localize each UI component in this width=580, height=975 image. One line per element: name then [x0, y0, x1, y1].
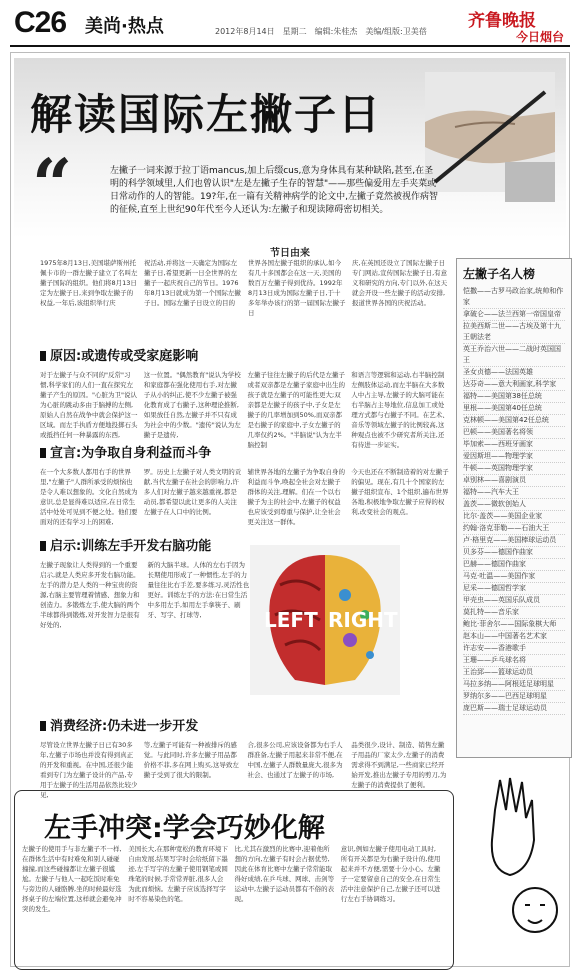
- sidebar-item: 福特——美国第38任总统: [463, 391, 565, 403]
- article-col: 左撇子现象让人类得到的一个重要启示,就是人类应多开发右脑功能。左手的潜力是人类的一种宝贵的资源,右脑主要管理着情感、想象力和创造力。多锻炼左手,使大脑的两个半球都得到锻炼,对开发智力是很有好处的,: [40, 561, 140, 629]
- sidebar-item: 甲壳虫——英国乐队成员: [463, 595, 565, 607]
- sidebar-item: 贝多芬——德国作曲家: [463, 547, 565, 559]
- left-right-brain-illustration: [250, 545, 400, 695]
- article-col: 合,很多公司,应该设备都为右手人群准备,左撇子用起来非常不便,在中国,左撇子人群数量庞大,很多为社会、也通过了左撇子的市场,: [247, 741, 343, 779]
- origin-col: 世界各国左撇子组织的承认,如今有几十多国都会在这一天,美国的数百万左撇子得到优待。1992年8月13日成为国际左撇子日,于十多年举办该行的第一届国际左撇子日: [248, 259, 346, 317]
- newspaper-logo: 齐鲁晚报: [468, 11, 536, 31]
- article-col: 比,尤其在激烈的比赛中,迎着他所想的方向,左撇子有时会占据优势,因此在体育比赛中左撇子常常能取得好成绩,在乒乓球、网球、击剑等运动中,左撇子运动员都有不俗的表现。: [234, 845, 335, 903]
- sidebar-item: 盖茨——微软创始人: [463, 499, 565, 511]
- sidebar-item: 庞巴斯——瑞士足球运动员: [463, 703, 565, 715]
- quote-mark: “: [32, 143, 73, 226]
- sidebar-title: 左撇子名人榜: [463, 267, 536, 281]
- conflict-heading: 左手冲突:学会巧妙化解: [44, 813, 325, 844]
- sidebar-item: 里根——美国第40任总统: [463, 403, 565, 415]
- section-consumption: [40, 715, 450, 799]
- article-col: 和语言等逻辑和运动,右半脑控制左侧肢体运动,而左半脑在大多数人中占主导,左撇子的大脑可能在右半脑占主导地位,信息加工或处理方式都与右撇子不同。在艺术、音乐等领域左撇子的比例较高,这种观点也被不少研究者所关注,还有待进一步证实。: [351, 371, 449, 449]
- article-col: 尽管设立世界左撇子日已有30多年,左撇子市场也并没有得到真正的开发和重视。在中国,还很少能看到专门为左撇子设计的产品,专用于左撇子的生活用品依然比较少见,: [40, 741, 138, 799]
- origin-col: 1975年8月13日,美国堪萨斯州托佩卡市的一群左撇子建立了名叫左撇子国际的组织。他们将8月13日定为左撇子日,来到争取左撇子的权益,一年后,该组织举行庆: [40, 259, 138, 307]
- sidebar-item: 圣女贞德——法国英雄: [463, 367, 565, 379]
- page-number: C26: [14, 6, 67, 39]
- sidebar-item: 毕加索——西班牙画家: [463, 439, 565, 451]
- sidebar-item: 许志安——香港歌手: [463, 643, 565, 655]
- sidebar-item: 爱因斯坦——物理学家: [463, 451, 565, 463]
- sidebar-item: 巴顿——美国著名将领: [463, 427, 565, 439]
- section-inspiration: [40, 535, 250, 680]
- sidebar-item: 巴赫——德国作曲家: [463, 559, 565, 571]
- sidebar-item: 罗纳尔多——巴西足球明星: [463, 691, 565, 703]
- origin-heading: 节日由来: [270, 248, 310, 259]
- article-col: 品类很少,设计、制造、销售左撇子用品的厂家太少,左撇子的消费需求得不到满足,一些商家已经开始开发,推出左撇子专用的剪刀,为左撇子的消费提供了便利。: [351, 741, 447, 789]
- article-col: 左撇子往往左撇子的后代是左撇子或者双亲都是左撇子家庭中出生的孩子就是左撇子的可能性更大;双亲都是左撇子的孩子中,子女是左撇子的几率增加到50%,而双亲都是右撇子的家庭中,子女左撇子的几率仅约2%。"半脑说"认为左半脑控制: [247, 371, 345, 449]
- article-col: 这一位置。"偶然教育"说认为学校和家庭都在强化使用右手,对左撇子从小的纠正,使不少左撇子被强化教育成了右撇子,这种理论推断,如果放任自然,左撇子并不只有成为社会中的少数。"遗传"说认为左撇子是遗传,: [143, 371, 241, 439]
- sidebar-item: 莫扎特——音乐家: [463, 607, 565, 619]
- section-cause: [40, 345, 450, 450]
- section-heading: 消费经济:仍未进一步开发: [40, 715, 450, 734]
- sidebar-item: 王治郅——篮球运动员: [463, 667, 565, 679]
- article-col: 美国长大,在那种宽松的教育环境下自由发展,结果写字时会给纸留下墨迹,左手写字的左撇子使用钢笔或圆珠笔的时候,手常常弄脏,很多人会为此而烦恼。左撇子应该选择写字时不容易染色的笔。: [128, 845, 228, 903]
- sidebar-item: 鲍比·菲舍尔——国际象棋大师: [463, 619, 565, 631]
- raised-hands-cartoon: [480, 770, 570, 960]
- article-col: 辅世界各地的左撇子为争取自身的利益而斗争,唤起全社会对左撇子群体的关注,理解。们在一个以右撇子为主的社会中,左撇子的权益也应该受到尊重与保护,让全社会更关注这一群体。: [247, 468, 345, 526]
- sidebar-item: 马克·吐温——美国作家: [463, 571, 565, 583]
- lead-paragraph: 左撇子一词来源于拉丁语mancus,加上后缀cus,意为身体具有某种缺陷,甚至,在圣明的科学领域里,人们也曾认识"左是左撇子生存的智慧"——那些偏爱用左手夹菜或日常动作的人的智能。19?年,在一篇有关精神病学的论文中,左撇子竟然被视作病智的征候,直至上世纪90年代至今人还认为:左撇子和现读障碍密切相关。: [110, 166, 438, 215]
- sidebar-item: 达芬奇——意大利画家,科学家: [463, 379, 565, 391]
- article-col: 左撇子的使用手与非左撇子不一样,在群体生活中有时难免和别人碰碰撞撞,而这些碰撞都让左撇子很尴尬。左撇子与他人一起吃饭时难免与旁边的人碰胳膊,坐的时候最好选择桌子的左端位置,这样就会避免冲突的发生。: [22, 845, 122, 913]
- origin-col: 祝活动,并将这一天确定为国际左撇子日,希望更新一日全世界的左撇子一起庆祝自己的节日。1976年8月13日就成为第一个国际左撇子日。国际左撇子日设立的目的: [144, 259, 241, 307]
- article-col: 意识,例如左撇子使用电动工具时,所有开关都是为右撇子设计的,使用起来并不方便,需要十分小心。左撇子一定要留意自己的安全,在日常生活中注意保护自己,左撇子还可以进行左右手协调练习。: [340, 845, 441, 903]
- article-col: 对于左撇子与众不同的"反常"习惯,科学家们的人们一直在探究左撇子产生的原因。"心脏为卫"说认为心脏的跳动多由于脑搏的左侧,原始人自然在战争中就会保护这一区域。而左手执盾方便地投掷石头或抵挡任何一种暴露的东西,: [40, 371, 138, 439]
- headline: 解读国际左撇子日: [30, 90, 383, 139]
- section-declaration: [40, 442, 450, 529]
- header-rule: [10, 45, 570, 47]
- famous-lefties-sidebar: [456, 258, 572, 758]
- article-col: 今天也还在不断制造着的对左撇子的偏见。现在,有几十个国家的左撇子组织宣布、1个组织,遍布世界各地,积极地争取左撇子应得的权利,改变社会的观点。: [351, 468, 449, 516]
- sidebar-list: [463, 286, 565, 715]
- section-heading: 启示:训练左手开发右脑功能: [40, 535, 250, 554]
- sidebar-item: 牛顿——英国物理学家: [463, 463, 565, 475]
- article-col: 新的大脑半球。人体的左右手因为长期使用形成了一种惯性,左手的力量往往比右手差,要多练习,灵活性也更好。训练左手的方法:在日常生活中多用左手,如用左手拿筷子、刷牙、写字、打球等,: [147, 561, 250, 619]
- sidebar-item: 尼采——德国哲学家: [463, 583, 565, 595]
- right-word: RIGHT: [328, 608, 398, 632]
- origin-col: 庆,在英国还设立了国际左撇子日专门网站,宣传国际左撇子日,有意义和研究的方向,专门以外,在这天就会开设一些左撇子的活动安排,报道世界各国的庆祝活动。: [352, 259, 448, 307]
- section-heading: 原因:或遗传或受家庭影响: [40, 345, 450, 364]
- section-name: 美尚·热点: [85, 16, 164, 37]
- sidebar-item: 卓别林——喜剧演员: [463, 475, 565, 487]
- article-col: 罗。历史上左撇子对人类文明的贡献,当代左撇子在社会的影响力,许多人们对左撇子越来越重视,都是动员,都希望以此让更多的人关注左撇子在人口中的比例。: [143, 468, 242, 516]
- sidebar-item: 福特——汽车大王: [463, 487, 565, 499]
- left-word: LEFT: [264, 608, 318, 632]
- section-heading: 宣言:为争取自身利益而斗争: [40, 442, 450, 461]
- sidebar-item: 赵本山——中国著名艺术家: [463, 631, 565, 643]
- sidebar-item: 约翰·洛克菲勒——石油大王: [463, 523, 565, 535]
- issue-meta: 2012年8月14日 星期二 编辑:朱桂杰 美编/组版:卫美蓓: [215, 27, 427, 36]
- sidebar-item: 比尔·盖茨——美国企业家: [463, 511, 565, 523]
- sidebar-item: 克林顿——美国第42任总统: [463, 415, 565, 427]
- edition-label: 今日烟台: [515, 30, 564, 44]
- sidebar-item: 英王乔治六世——二战时英国国王: [463, 344, 565, 367]
- origin-text: [40, 258, 450, 330]
- conflict-text: [22, 844, 442, 962]
- article-col: 在一个大多数人都用右手的世界里,"左撇子"人群所承受的烦恼也是令人难以想象的。文化自然成为意识,总是显得难以适应,在日常生活中处处可见到不便之处。他们要面对的还有学习上的困难,: [40, 468, 138, 526]
- sidebar-item: 卢·格里克——美国棒球运动员: [463, 535, 565, 547]
- sidebar-item: 拿破仑——法兰西第一帝国皇帝: [463, 309, 565, 321]
- sidebar-item: 马拉多纳——阿根廷足球明星: [463, 679, 565, 691]
- sidebar-item: 王珊——乒乓球名将: [463, 655, 565, 667]
- sidebar-item: 恺撒——古罗马政治家,统帅和作家: [463, 286, 565, 309]
- article-col: 等,左撇子可能有一种被排斥的感觉。与此同时,许多左撇子用品都价格不菲,多在网上购买,这导致左撇子受到了很大的限制。: [143, 741, 239, 779]
- sidebar-item: 拉美西斯二世——古埃及第十九王朝法老: [463, 321, 565, 344]
